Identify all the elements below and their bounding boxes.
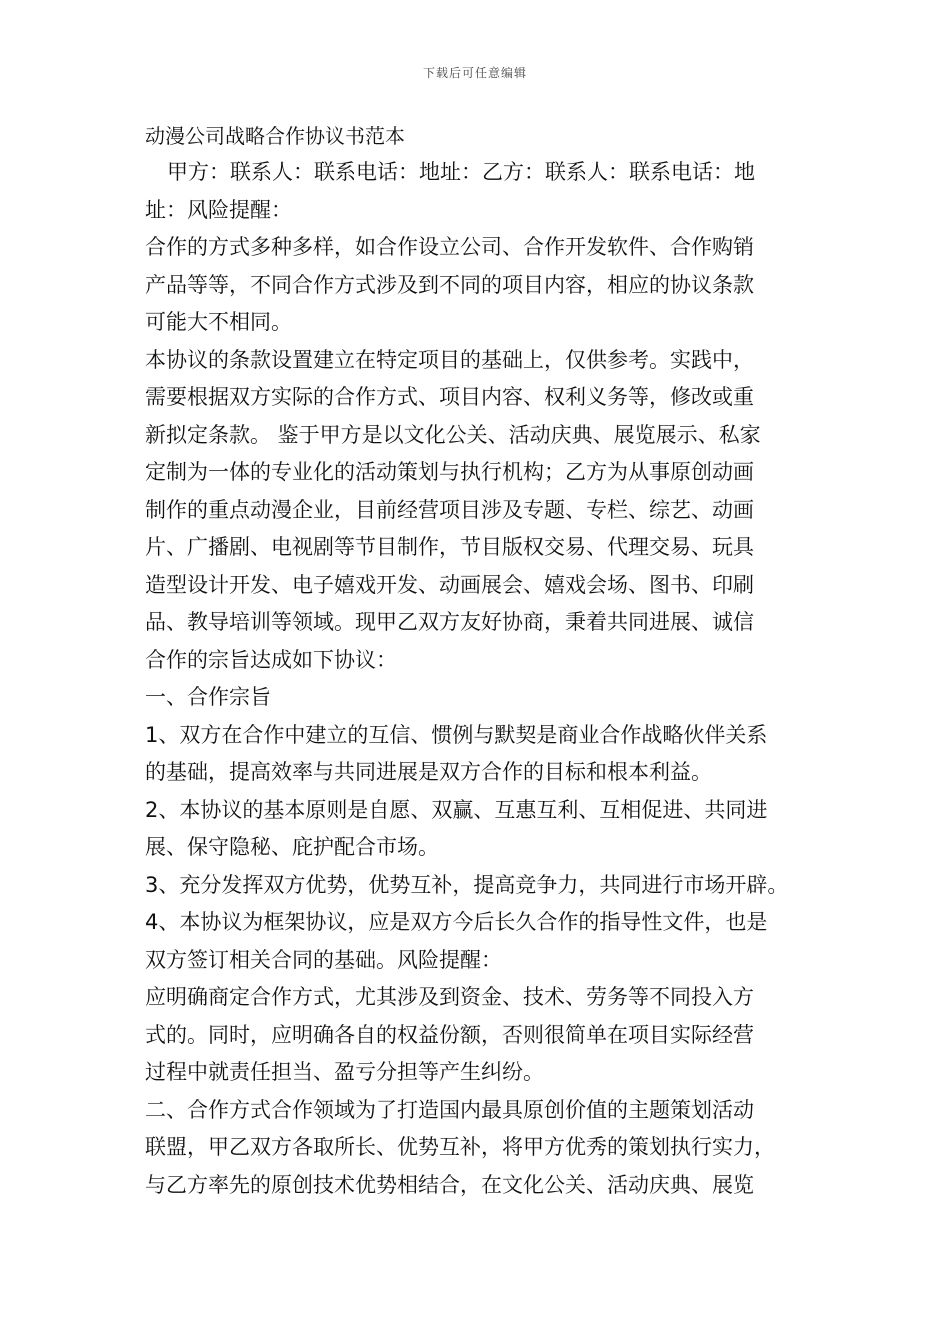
text-line: 品、教导培训等领域。现甲乙双方友好协商，秉着共同进展、诚信 bbox=[145, 610, 754, 634]
text-line: 需要根据双方实际的合作方式、项目内容、权利义务等，修改或重 bbox=[145, 385, 754, 409]
text-line: 联盟，甲乙双方各取所长、优势互补，将甲方优秀的策划执行实力， bbox=[145, 1135, 775, 1159]
text-line: 合作的宗旨达成如下协议： bbox=[145, 647, 397, 672]
text-line: 合作的方式多种多样，如合作设立公司、合作开发软件、合作购销 bbox=[145, 235, 754, 259]
text-line: 本协议的条款设置建立在特定项目的基础上，仅供参考。实践中， bbox=[145, 347, 754, 372]
text-line: 的基础，提高效率与共同进展是双方合作的目标和根本利益。 bbox=[145, 760, 712, 784]
text-line: 甲方：联系人：联系电话：地址：乙方：联系人：联系电话：地 bbox=[167, 160, 755, 184]
text-line: 应明确商定合作方式，尤其涉及到资金、技术、劳务等不同投入方 bbox=[145, 985, 754, 1009]
text-line: 3、充分发挥双方优势，优势互补，提高竞争力，共同进行市场开辟。 bbox=[145, 872, 789, 897]
text-line: 址：风险提醒： bbox=[145, 197, 292, 222]
text-line: 过程中就责任担当、盈亏分担等产生纠纷。 bbox=[145, 1060, 544, 1084]
text-line: 2、本协议的基本原则是自愿、双赢、互惠互利、互相促进、共同进 bbox=[145, 797, 768, 822]
text-line: 4、本协议为框架协议，应是双方今后长久合作的指导性文件，也是 bbox=[145, 910, 768, 934]
text-line: 与乙方率先的原创技术优势相结合，在文化公关、活动庆典、展览 bbox=[145, 1172, 754, 1197]
text-line: 产品等等，不同合作方式涉及到不同的项目内容，相应的协议条款 bbox=[145, 272, 754, 297]
text-line: 片、广播剧、电视剧等节目制作，节目版权交易、代理交易、玩具 bbox=[145, 535, 754, 559]
download-edit-note: 下载后可任意编辑 bbox=[422, 66, 527, 80]
section-heading: 一、合作宗旨 bbox=[145, 685, 271, 709]
text-line: 新拟定条款。 鉴于甲方是以文化公关、活动庆典、展览展示、私家 bbox=[145, 422, 761, 447]
text-line: 可能大不相同。 bbox=[145, 310, 292, 334]
text-line: 造型设计开发、电子嬉戏开发、动画展会、嬉戏会场、图书、印刷 bbox=[145, 572, 754, 597]
text-line: 展、保守隐秘、庇护配合市场。 bbox=[145, 835, 439, 859]
text-line: 定制为一体的专业化的活动策划与执行机构；乙方为从事原创动画 bbox=[145, 460, 754, 484]
text-line: 1、双方在合作中建立的互信、惯例与默契是商业合作战略伙伴关系 bbox=[145, 722, 768, 747]
document-body bbox=[145, 118, 817, 1204]
text-line: 双方签订相关合同的基础。风险提醒： bbox=[145, 947, 502, 972]
section-heading: 二、合作方式合作领域为了打造国内最具原创价值的主题策划活动 bbox=[145, 1097, 754, 1122]
text-line: 式的。同时，应明确各自的权益份额，否则很简单在项目实际经营 bbox=[145, 1022, 754, 1047]
text-line: 制作的重点动漫企业，目前经营项目涉及专题、专栏、综艺、动画 bbox=[145, 497, 754, 522]
document-title: 动漫公司战略合作协议书范本 bbox=[145, 124, 405, 148]
